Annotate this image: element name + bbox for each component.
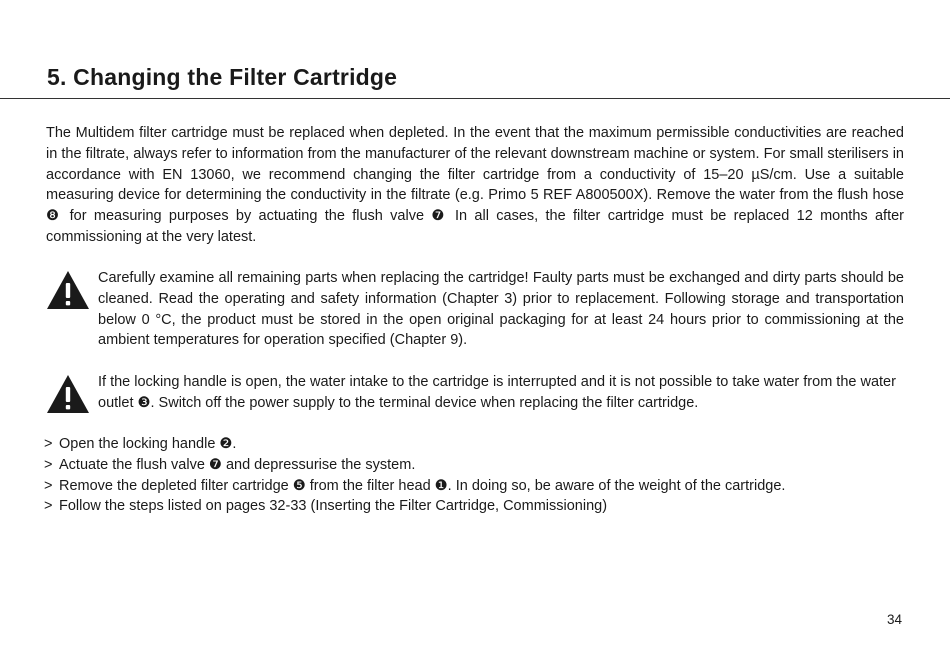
step-marker: >: [44, 456, 53, 473]
step-marker: >: [44, 477, 53, 494]
warning-triangle-icon: [46, 374, 90, 414]
list-item: [44, 496, 904, 517]
page-number: 34: [886, 612, 902, 627]
step-marker: >: [44, 436, 53, 452]
warning-text-replacement: Carefully examine all remaining parts when replacing the cartridge! Faulty parts must be exchanged and dirty parts should be cleaned. Read the operating and safety information (Chapter 3) prior to replacement. Following storage and transportation below 0 °C, the product must be stored in the open original packaging for at least 24 hours prior to commissioning at the ambient temperatures for operation specified (Chapter 9).: [98, 270, 904, 349]
procedure-steps-list: [44, 434, 904, 517]
title-divider: [0, 98, 950, 99]
warning-triangle-icon: [46, 270, 90, 310]
page-title: 5. Changing the Filter Cartridge: [47, 64, 398, 90]
step-text: Actuate the flush valve ❼ and depressurise the system.: [59, 456, 416, 473]
step-text: Remove the depleted filter cartridge ❺ from the filter head ❶. In doing so, be aware of the weight of the cartridge.: [59, 477, 786, 494]
list-item: [44, 476, 904, 497]
step-text: Open the locking handle ❷.: [59, 436, 237, 452]
step-text: Follow the steps listed on pages 32-33 (Inserting the Filter Cartridge, Commissioning): [59, 498, 608, 515]
intro-paragraph: The Multidem filter cartridge must be replaced when depleted. In the event that the maximum permissible conductivities are reached in the filtrate, always refer to information from the manufacturer of the relevant downstream machine or system. For small sterilisers in accordance with EN 13060, we recommend changing the filter cartridge from a conductivity of 15–20 µS/cm. Use a suitable measuring device for determining the conductivity in the filtrate (e.g. Primo 5 REF A800500X). Remove the water from the flush hose ❽ for measuring purposes by actuating the flush valve ❼ In all cases, the filter cartridge must be replaced 12 months after commissioning at the very latest.: [46, 125, 904, 245]
list-item: [44, 455, 904, 476]
warning-text-locking-handle: If the locking handle is open, the water intake to the cartridge is interrupted and it is not possible to take water from the water outlet ❸. Switch off the power supply to the terminal device when replacing the filter cartridge.: [98, 374, 896, 411]
list-item: [44, 434, 904, 455]
step-marker: >: [44, 498, 53, 515]
